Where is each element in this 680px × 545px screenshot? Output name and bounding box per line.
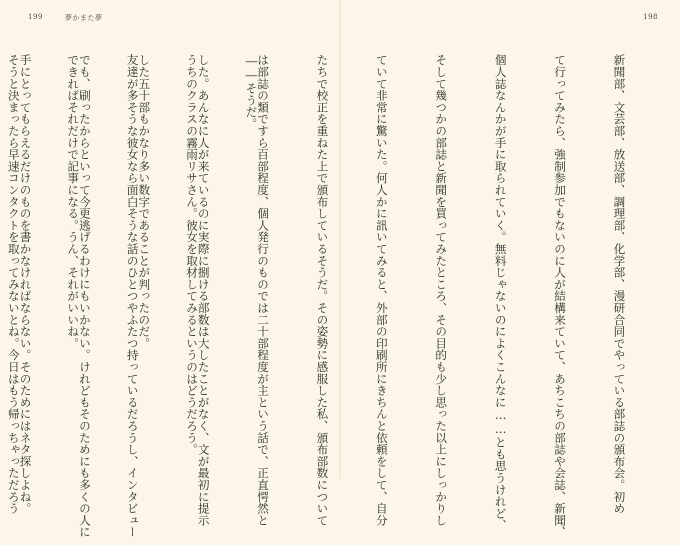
text-line: 友達が多そうな彼女なら面白そうな話のひとつやふたつ持っているだろうし、インタビュー (125, 54, 140, 538)
text-line: できればそれだけで記事になる。うん、それがいいね。 (66, 54, 81, 349)
text-line: した。あんなに人が来ているのに実際に捌ける部数は大したことがなく、文が最初に提示 (196, 54, 211, 526)
text-line: は部誌の類ですら百部程度、個人発行のものでは二十部程度が主という話で、正直愕然と (256, 54, 271, 526)
text-line: そうと決まったら早速コンタクトを取ってみないとね。今日はもう帰っちゃっただろう (6, 54, 21, 515)
left-page-number: 199 (28, 13, 43, 21)
text-line: ――そうだ。 (244, 54, 259, 130)
text-line: うちのクラスの霧雨リサさん。彼女を取材してみるというのはどうだろう。 (185, 54, 200, 456)
text-line: した五十部もかなり多い数字であることが判ったのだ。 (137, 54, 152, 349)
text-line: ていて非常に驚いた。何人かに訊いてみると、外部の印刷所にきちんと依頼をして、自分 (374, 54, 389, 526)
text-line: でも、刷ったからといって今更逃げるわけにもいかない。けれどもそのためにも多くの人に (77, 54, 92, 538)
text-line: 個人誌なんかが手に取られていく。無料じゃないのによくこんなに……とも思うけれど、 (493, 54, 508, 531)
text-line: 新聞部、文芸部、放送部、調理部、化学部、漫研合同でやっている部誌の頒布会。初め (612, 54, 627, 515)
text-line: 手にとってもらえるだけのものを書かなければならない。そのためにはネタ探しよね。 (18, 54, 33, 515)
text-line: て行ってみたら、強制参加でもないのに人が結構来ていて、あちこちの部誌や会誌、新聞、 (553, 54, 568, 538)
right-page-body (0, 54, 668, 538)
text-line: たちで校正を重ねた上で頒布しているそうだ。その姿勢に感服した私、頒布部数について (315, 54, 330, 526)
running-title: 夢かまた夢 (65, 14, 103, 22)
right-page-number: 198 (643, 13, 658, 21)
text-line: そして幾つかの部誌と新聞を買ってみたところ、その目的も少し思った以上にしっかりし (434, 54, 449, 526)
